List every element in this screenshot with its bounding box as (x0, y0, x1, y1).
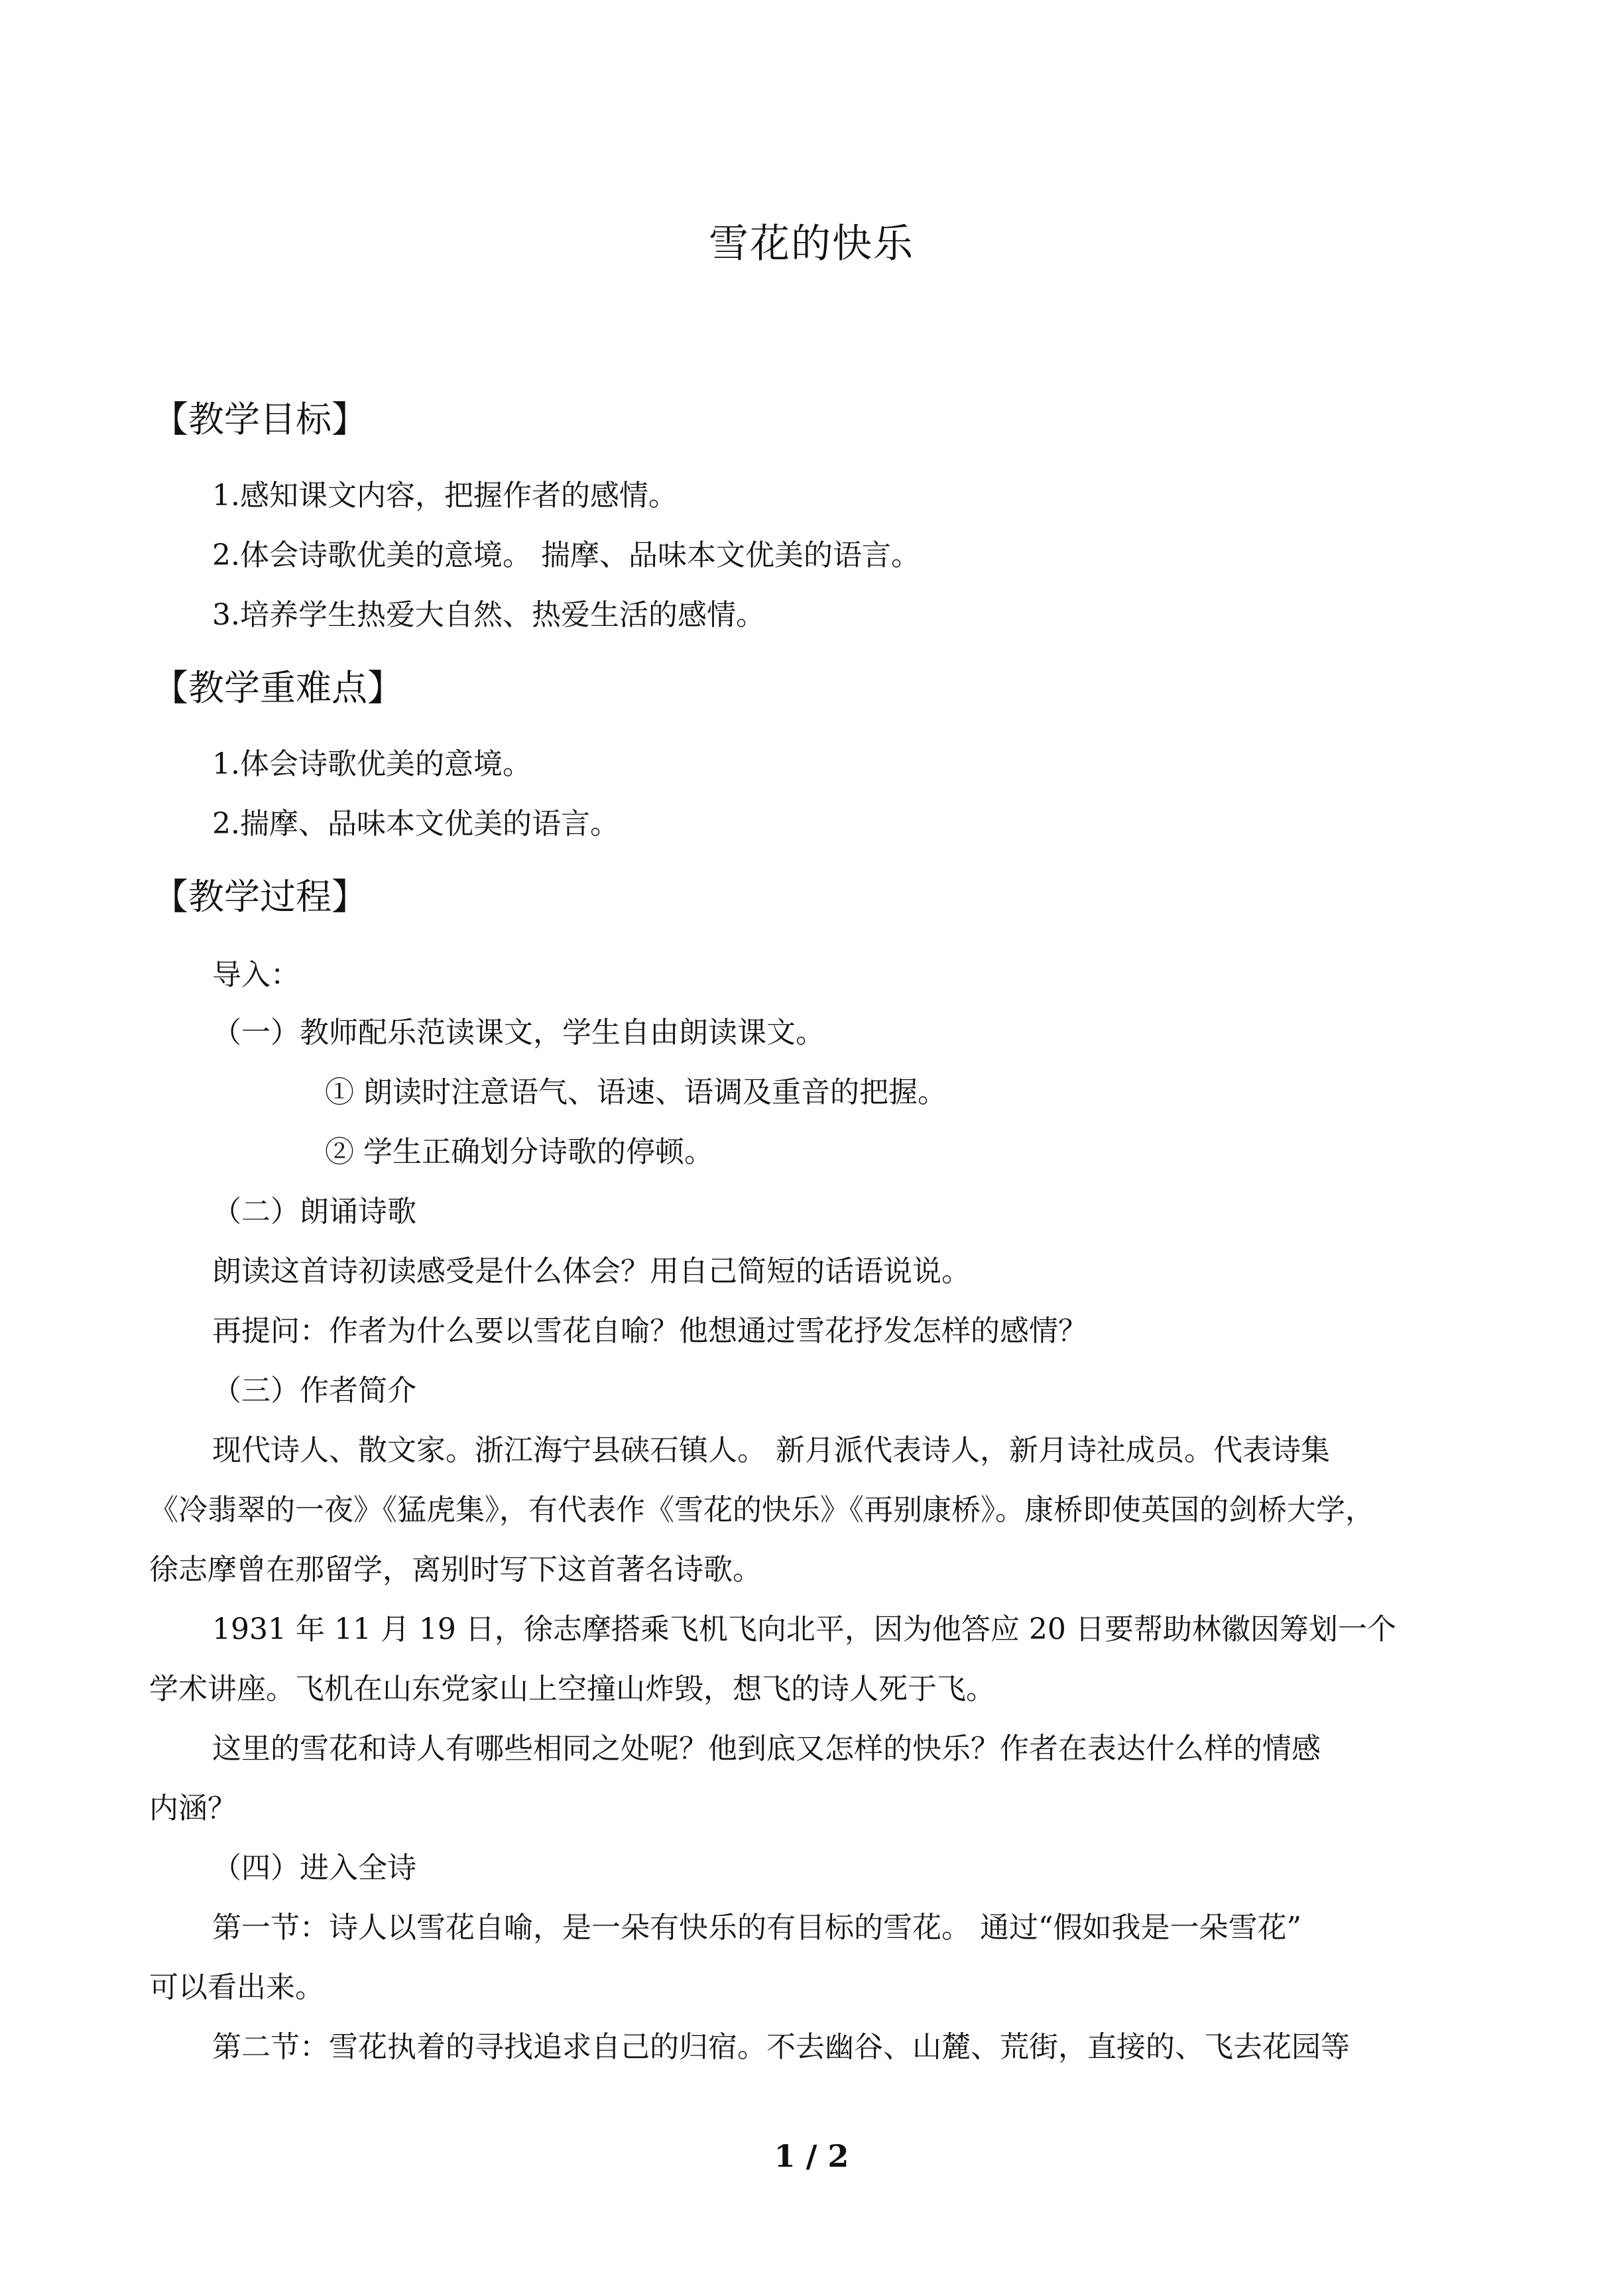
paragraph: 朗读这首诗初读感受是什么体会？用自己简短的话语说说。 (212, 1254, 971, 1288)
paragraph-line: 内涵？ (149, 1791, 237, 1825)
document-title: 雪花的快乐 (709, 221, 914, 267)
page-number: 1 / 2 (774, 2138, 849, 2174)
paragraph-line: 徐志摩曾在那留学，离别时写下这首著名诗歌。 (149, 1553, 762, 1587)
paragraph-line: 第一节：诗人以雪花自喻，是一朵有快乐的有目标的雪花。 通过“假如我是一朵雪花” (212, 1911, 1301, 1945)
paragraph-line: 现代诗人、散文家。浙江海宁县硖石镇人。 新月派代表诗人，新月诗社成员。代表诗集 (212, 1433, 1330, 1467)
paragraph-line: 这里的雪花和诗人有哪些相同之处呢？他到底又怎样的快乐？作者在表达什么样的情感 (212, 1732, 1321, 1766)
process-step-1-item-a: ① 朗读时注意语气、语速、语调及重音的把握。 (325, 1075, 947, 1109)
process-step-1: （一）教师配乐范读课文，学生自由朗读课文。 (212, 1016, 825, 1050)
process-step-3: （三）作者简介 (212, 1374, 416, 1408)
paragraph-line: 学术讲座。飞机在山东党家山上空撞山炸毁，想飞的诗人死于飞。 (149, 1672, 995, 1706)
paragraph-line: 第二节：雪花执着的寻找追求自己的归宿。不去幽谷、山麓、荒街，直接的、飞去花园等 (212, 2030, 1350, 2064)
process-step-1-item-b: ② 学生正确划分诗歌的停顿。 (325, 1135, 713, 1169)
process-intro: 导入： (212, 958, 300, 992)
paragraph-line: 《冷翡翠的一夜》《猛虎集》，有代表作《雪花的快乐》《再别康桥》。康桥即使英国的剑桥大学， (149, 1493, 1374, 1527)
process-step-4: （四）进入全诗 (212, 1851, 416, 1885)
section-heading-key-points: 【教学重难点】 (152, 667, 403, 709)
goal-item: 3.培养学生热爱大自然、热爱生活的感情。 (212, 598, 765, 632)
goal-item: 1.感知课文内容，把握作者的感情。 (212, 479, 678, 513)
paragraph-line: 可以看出来。 (149, 1970, 324, 2004)
section-heading-process: 【教学过程】 (152, 876, 367, 918)
section-heading-goals: 【教学目标】 (152, 398, 367, 440)
paragraph-line: 1931 年 11 月 19 日，徐志摩搭乘飞机飞向北平，因为他答应 20 日要帮助林徽因筹划一个 (212, 1612, 1396, 1646)
key-point-item: 1.体会诗歌优美的意境。 (212, 747, 532, 781)
key-point-item: 2.揣摩、品味本文优美的语言。 (212, 807, 619, 841)
paragraph: 再提问：作者为什么要以雪花自喻？他想通过雪花抒发怎样的感情？ (212, 1314, 1087, 1348)
process-step-2: （二）朗诵诗歌 (212, 1195, 416, 1229)
goal-item: 2.体会诗歌优美的意境。 揣摩、品味本文优美的语言。 (212, 538, 920, 572)
